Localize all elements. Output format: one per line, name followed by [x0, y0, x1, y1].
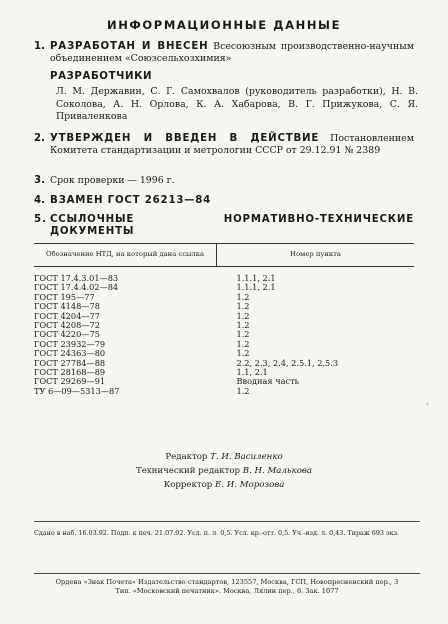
item-number: 2.: [34, 133, 45, 144]
item-text: Срок проверки — 1996 г.: [50, 175, 175, 186]
cell-designation: ГОСТ 17.4.4.02—84: [34, 282, 119, 293]
footer-line: Тип. «Московский печатник». Москва, Лялин пер., 6. Зак. 1077: [115, 586, 339, 595]
cell-designation: ГОСТ 4208—72: [34, 320, 100, 331]
editor-name: В. Н. Малькова: [242, 466, 313, 476]
item-heading: РАЗРАБОТАН И ВНЕСЕН: [50, 41, 209, 52]
cell-designation: ГОСТ 4148—78: [34, 301, 100, 312]
cell-designation: ГОСТ 23932—79: [34, 338, 106, 349]
item-number: 3.: [34, 175, 45, 186]
editor-role: Корректор: [163, 480, 213, 490]
cell-clause: 1.2: [236, 329, 250, 340]
margin-mark: ‹: [426, 400, 429, 408]
cell-designation: ГОСТ 27784—88: [34, 357, 106, 368]
cell-clause: 1.2: [236, 291, 250, 302]
table-body: [34, 267, 414, 397]
reference-table: [34, 243, 414, 396]
cell-designation: ГОСТ 28168—89: [34, 367, 106, 378]
corrector-line: [0, 478, 448, 492]
cell-designation: ГОСТ 24363—80: [34, 348, 106, 359]
column-header-designation: Обозначение НТД, на который дана ссылка: [34, 244, 217, 267]
item-3: [34, 175, 414, 187]
cell-designation: ТУ 6—09—5313—87: [34, 385, 120, 396]
item-5: [34, 214, 414, 238]
table-header-row: [34, 244, 414, 267]
item-number: 1.: [34, 41, 45, 52]
item-heading: УТВЕРЖДЕН И ВВЕДЕН В ДЕЙСТВИЕ: [50, 133, 320, 144]
divider: [34, 521, 420, 522]
tech-editor-line: [0, 464, 448, 478]
cell-clause: 1.1.1, 2.1: [236, 282, 276, 293]
item-text: ВЗАМЕН ГОСТ 26213—84: [50, 195, 211, 206]
cell-clause: 1.2: [236, 301, 250, 312]
imprint-info: Сдано в наб. 16.03.92. Подп. к печ. 21.07.92. Усл. п. л. 0,5. Усл. кр.-отт. 0,5. Уч.-изд. л. 0,43. Тираж 693 экз.: [34, 529, 400, 537]
item-text: Постановлением Комитета стандартизации и метрологии СССР от 29.12.91 № 2389: [50, 133, 414, 156]
item-number: 4.: [34, 195, 45, 206]
column-header-clause: Номер пункта: [217, 244, 415, 267]
divider: [34, 573, 420, 574]
editor-name: Т. И. Василенко: [210, 452, 283, 462]
editor-name: Е. И. Морозова: [215, 480, 285, 490]
item-number: 5.: [34, 214, 47, 225]
cell-clause: 1.2: [236, 385, 250, 396]
cell-clause: 1.2: [236, 338, 250, 349]
item-1: [34, 41, 414, 65]
publisher-footer: [34, 578, 420, 595]
cell-designation: ГОСТ 195—77: [34, 291, 95, 302]
cell-clause: 2.2, 2.3, 2.4, 2.5.1, 2.5.3: [236, 357, 339, 368]
item-4: [34, 195, 414, 207]
editor-role: Редактор: [165, 452, 208, 462]
cell-clause: 1.2: [236, 348, 250, 359]
developers-heading: РАЗРАБОТЧИКИ: [50, 71, 153, 82]
cell-designation: ГОСТ 17.4.3.01—83: [34, 273, 119, 283]
item-2: [34, 133, 414, 157]
page-title: ИНФОРМАЦИОННЫЕ ДАННЫЕ: [106, 18, 342, 32]
table-row: [34, 267, 414, 284]
item-text: Всесоюзным производственно-научным объединением «Союзсельхозхимия»: [50, 41, 414, 64]
cell-designation: ГОСТ 4204—77: [34, 310, 100, 321]
footer-line: Ордена «Знак Почета» Издательство стандартов, 123557, Москва, ГСП, Новопресненский пер., 3: [55, 578, 399, 586]
table-row: [34, 387, 414, 396]
editor-role: Технический редактор: [135, 466, 241, 476]
developers-list: Л. М. Державин, С. Г. Самохвалов (руководитель разработки), Н. В. Соколова, А. Н. Орлова, К. А. Хабарова, В. Г. Прижукова, С. Я. Приваленкова: [56, 86, 418, 122]
editor-line: [0, 450, 448, 464]
cell-clause: 1.2: [236, 320, 250, 331]
cell-clause: Вводная часть: [236, 376, 300, 387]
cell-designation: ГОСТ 4220—75: [34, 329, 100, 340]
cell-clause: 1.2: [236, 310, 250, 321]
item-text: ССЫЛОЧНЫЕ НОРМАТИВНО-ТЕХНИЧЕСКИЕ ДОКУМЕНТЫ: [50, 214, 414, 237]
cell-clause: 1.1, 2.1: [236, 367, 268, 378]
cell-designation: ГОСТ 29269—91: [34, 376, 106, 387]
cell-clause: 1.1.1, 2.1: [236, 273, 276, 283]
